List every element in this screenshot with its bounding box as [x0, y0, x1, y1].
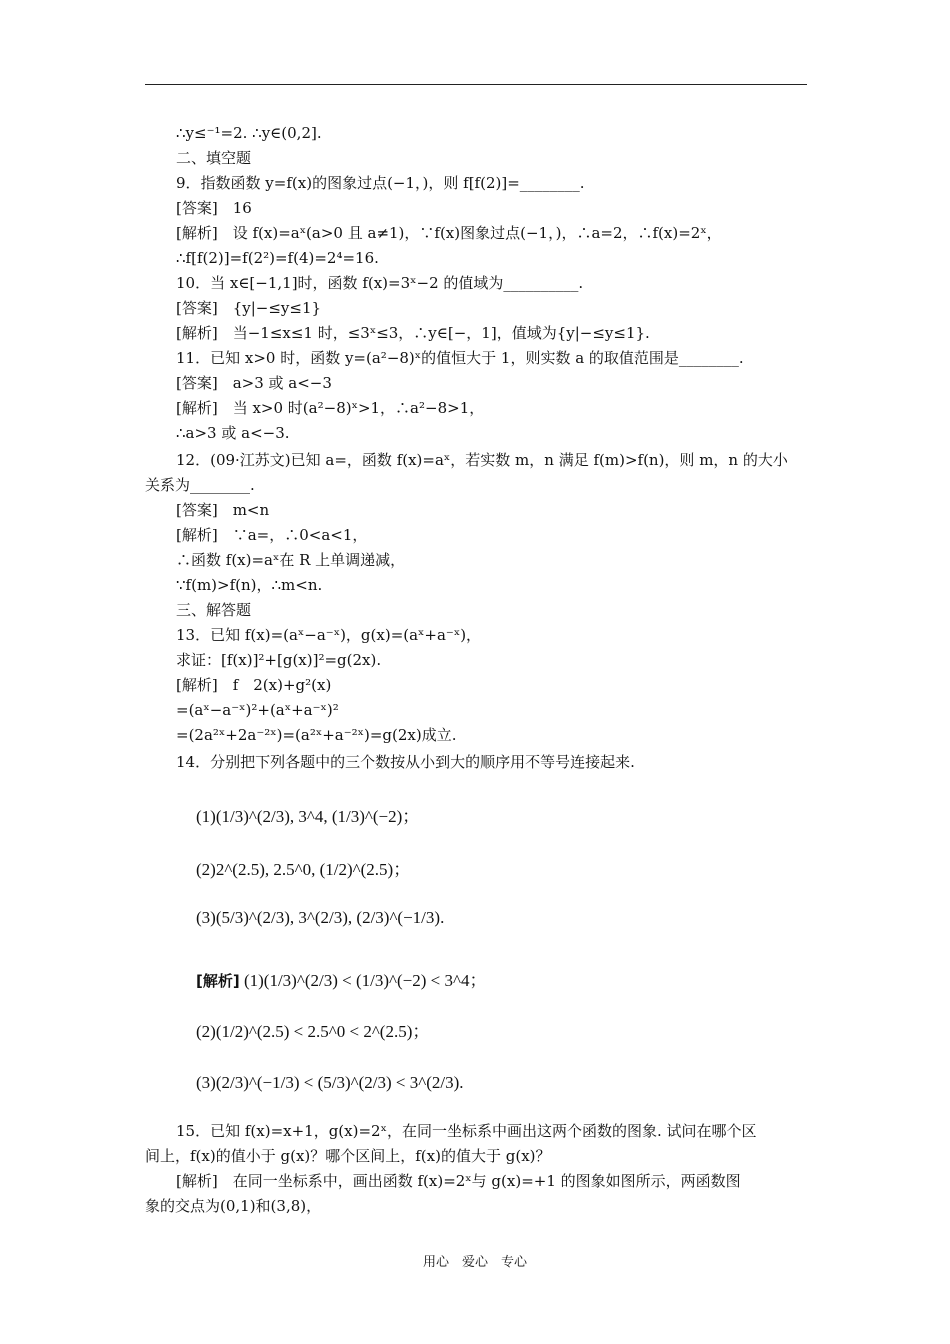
text-line: ∴a>3 或 a<−3.: [176, 424, 290, 442]
analysis-11: [解析] 当 x>0 时(a²−8)ˣ>1，∴a²−8>1，: [176, 399, 485, 417]
problem-14-1: (1)(1/3)^(2/3), 3^4, (1/3)^(−2)；: [196, 807, 420, 826]
question-12: 12．(09·江苏文)已知 a=，函数 f(x)=aˣ，若实数 m，n 满足 f(m)>f(n)，则 m，n 的大小: [176, 451, 788, 469]
text-line: =(2a²ˣ+2a⁻²ˣ)=(a²ˣ+a⁻²ˣ)=g(2x)成立.: [176, 726, 457, 744]
text-line: 象的交点为(0,1)和(3,8)，: [145, 1197, 322, 1215]
text-line: ∴函数 f(x)=aˣ在 R 上单调递减，: [176, 551, 406, 569]
solution-label: [解析]: [196, 972, 240, 990]
question-13: 13．已知 f(x)=(aˣ−a⁻ˣ)，g(x)=(aˣ+a⁻ˣ)，: [176, 626, 482, 644]
question-10: 10．当 x∈[−1,1]时，函数 f(x)=3ˣ−2 的值域为__________.: [176, 274, 584, 292]
text-line: ∵f(m)>f(n)，∴m<n.: [176, 576, 323, 594]
answer-10: [答案] {y|−≤y≤1}: [176, 299, 322, 317]
header-rule: [145, 84, 807, 85]
page-footer: 用心 爱心 专心: [422, 1255, 527, 1270]
question-14: 14．分别把下列各题中的三个数按从小到大的顺序用不等号连接起来.: [176, 753, 635, 771]
text-line: ∴y≤⁻¹=2. ∴y∈(0,2].: [176, 124, 322, 142]
text-line: 间上，f(x)的值小于 g(x)？哪个区间上，f(x)的值大于 g(x)？: [145, 1147, 551, 1165]
text-line: =(aˣ−a⁻ˣ)²+(aˣ+a⁻ˣ)²: [176, 701, 339, 719]
analysis-15: [解析] 在同一坐标系中，画出函数 f(x)=2ˣ与 g(x)=+1 的图象如图所示，两函数图: [176, 1172, 741, 1190]
section-heading: 三、解答题: [176, 601, 252, 619]
solution-14-1-expr: (1)(1/3)^(2/3) < (1/3)^(−2) < 3^4；: [243, 971, 487, 990]
solution-14-3: (3)(2/3)^(−1/3) < (5/3)^(2/3) < 3^(2/3).: [196, 1073, 464, 1092]
analysis-13: [解析] f 2(x)+g²(x): [176, 676, 332, 694]
text-line: ∴f[f(2)]=f(2²)=f(4)=2⁴=16.: [176, 249, 379, 267]
analysis-9: [解析] 设 f(x)=aˣ(a>0 且 a≠1)，∵f(x)图象过点(−1，)，∴a=2，∴f(x)=2ˣ，: [176, 224, 722, 242]
section-heading: 二、填空题: [176, 149, 252, 167]
answer-11: [答案] a>3 或 a<−3: [176, 374, 332, 392]
solution-14-1: [196, 966, 486, 991]
analysis-10: [解析] 当−1≤x≤1 时，≤3ˣ≤3，∴y∈[−，1]，值域为{y|−≤y≤1}.: [176, 324, 650, 342]
problem-14-3: (3)(5/3)^(2/3), 3^(2/3), (2/3)^(−1/3).: [196, 908, 445, 927]
question-9: 9．指数函数 y=f(x)的图象过点(−1，)，则 f[f(2)]=________.: [176, 174, 585, 192]
text-line: 求证：[f(x)]²+[g(x)]²=g(2x).: [176, 651, 382, 669]
answer-9: [答案] 16: [176, 199, 252, 217]
text-line: 关系为________.: [145, 476, 255, 494]
question-15: 15．已知 f(x)=x+1，g(x)=2ˣ，在同一坐标系中画出这两个函数的图象. 试问在哪个区: [176, 1122, 757, 1140]
analysis-12: [解析] ∵a=，∴0<a<1，: [176, 526, 368, 544]
solution-14-2: (2)(1/2)^(2.5) < 2.5^0 < 2^(2.5)；: [196, 1022, 430, 1041]
problem-14-2: (2)2^(2.5), 2.5^0, (1/2)^(2.5)；: [196, 860, 411, 879]
answer-12: [答案] m<n: [176, 501, 270, 519]
question-11: 11．已知 x>0 时，函数 y=(a²−8)ˣ的值恒大于 1，则实数 a 的取值范围是________.: [176, 349, 744, 367]
